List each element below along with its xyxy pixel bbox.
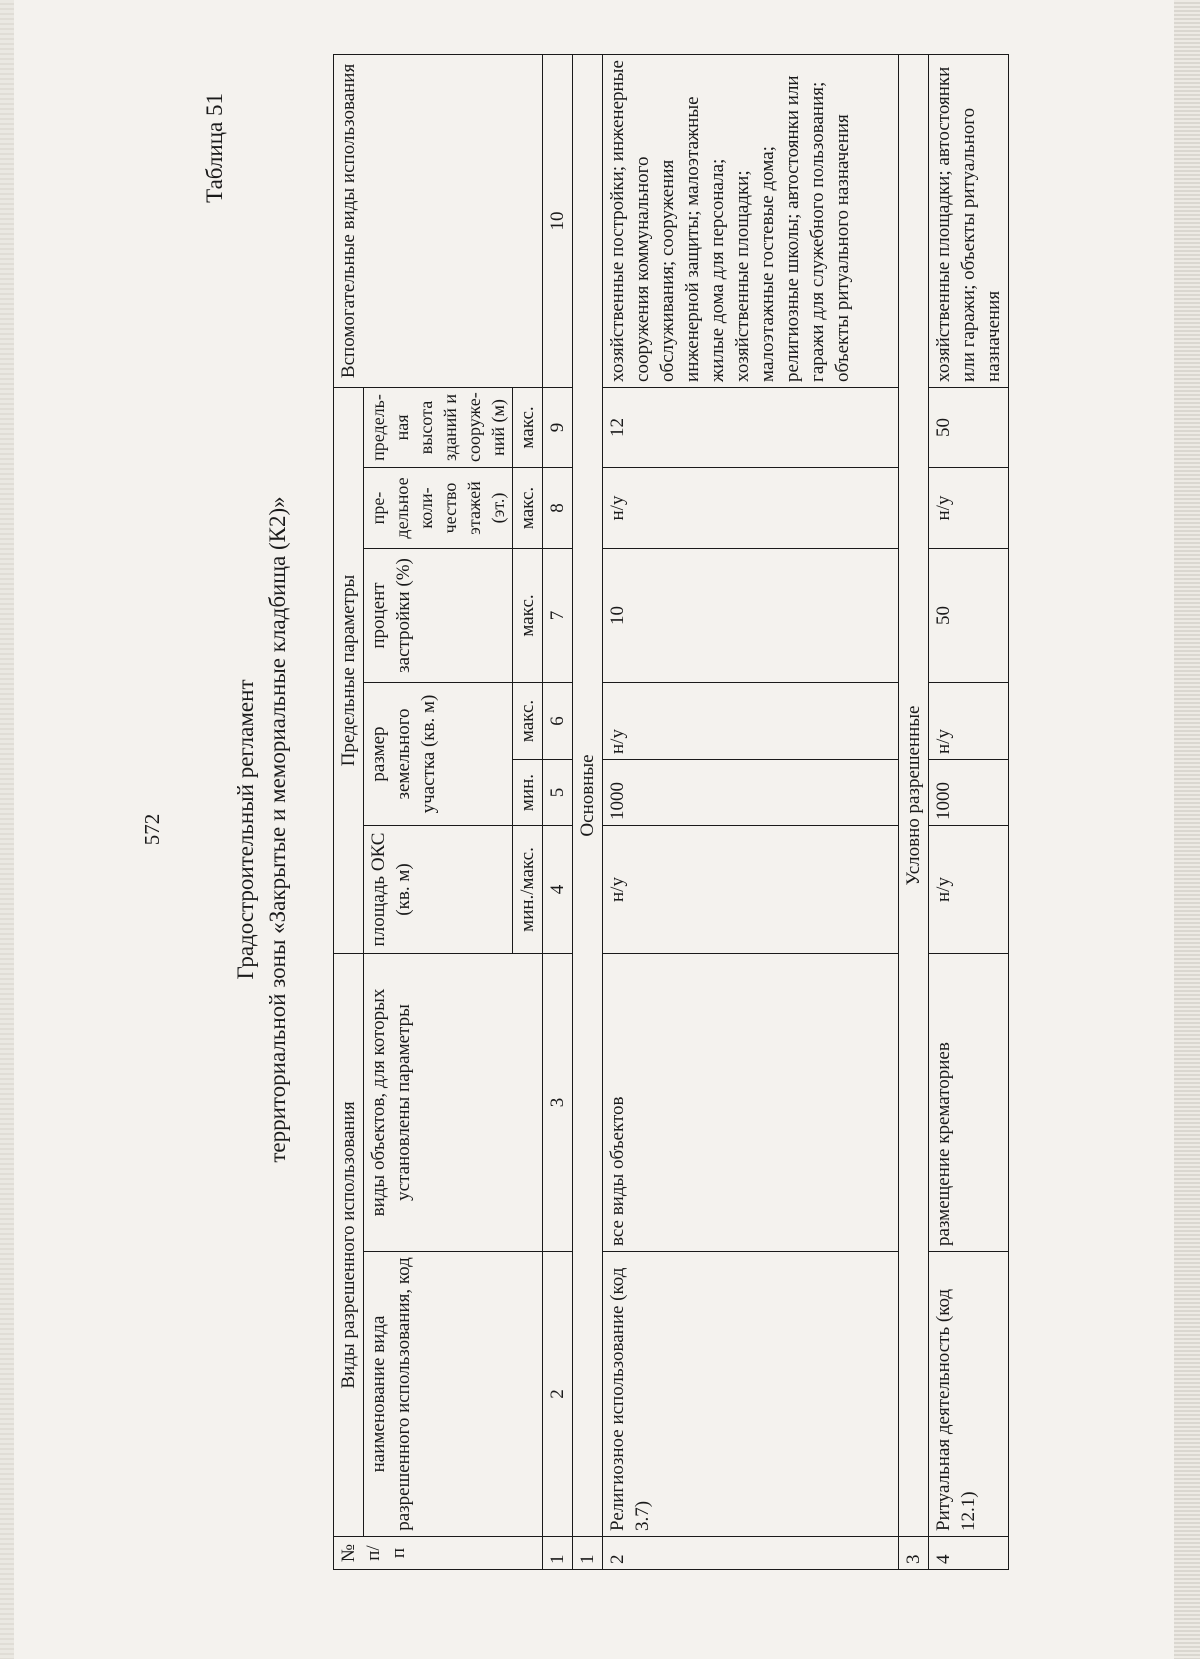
title-line-2: территориальной зоны «Закрытые и мемориальные кладбища (К2)» [265,496,290,1163]
colnum-7: 7 [543,549,573,683]
row-objects: все виды объектов [603,954,899,1252]
row-auxiliary: хозяйственные площадки; автостоянки или гаражи; объекты ритуального назначения [929,54,1009,387]
row-area: н/у [929,826,1009,954]
table-label: Таблица 51 [202,93,227,203]
section-row-conditional [899,54,929,1569]
header-floors: пре- дельное коли- чество этажей (эт.) [364,468,513,549]
colnum-1: 1 [543,1537,573,1570]
header-build-percent: процент застройки (%) [364,549,513,683]
colnum-10: 10 [543,54,573,387]
colnum-9: 9 [543,387,573,467]
header-types-group: Виды разрешенного использования [334,954,364,1537]
row-percent: 10 [603,549,899,683]
row-land-max: н/у [929,683,1009,760]
header-name: наименование вида разрешенного использования, код [364,1252,543,1537]
colnum-5: 5 [543,760,573,826]
row-land-min: 1000 [929,760,1009,826]
column-numbers-row [543,54,573,1569]
table-row [929,54,1009,1569]
document-title [230,0,294,1659]
title-line-1: Градостроительный регламент [233,679,258,980]
header-objects: виды объектов, для которых установлены параметры [364,954,543,1252]
subheader-land-max: макс. [513,683,543,760]
header-auxiliary: Вспомогательные виды использования [334,54,543,387]
row-height: 50 [929,387,1009,467]
section-label: Условно разрешенные [899,54,929,1536]
row-land-min: 1000 [603,760,899,826]
subheader-height: макс. [513,387,543,467]
section-label: Основные [573,54,603,1536]
colnum-2: 2 [543,1252,573,1537]
table-row [603,54,899,1569]
row-land-max: н/у [603,683,899,760]
header-area-oks: площадь ОКС (кв. м) [364,826,513,954]
section-row-main [573,54,603,1569]
colnum-4: 4 [543,826,573,954]
row-floors: н/у [929,468,1009,549]
subheader-percent: макс. [513,549,543,683]
row-num: 2 [603,1537,899,1570]
header-height: предель- ная высота зданий и сооруже- ний (м) [364,387,513,467]
row-objects: размещение крематориев [929,954,1009,1252]
page-number: 572 [140,813,164,846]
section-num: 1 [573,1537,603,1570]
row-name: Ритуальная деятельность (код 12.1) [929,1252,1009,1537]
header-row-1 [334,54,364,1569]
colnum-6: 6 [543,683,573,760]
regulation-table [333,54,1009,1570]
row-auxiliary: хозяйственные постройки; инженерные сооружения коммунального обслуживания; сооружения инженерной защиты; малоэтажные жилые дома для персонала; хозяйственные площадки; малоэтажные гостевые дома; религиозные школы; автостоянки или гаражи для служебного пользования; объекты ритуального назначения [603,54,899,387]
subheader-land-min: мин. [513,760,543,826]
row-percent: 50 [929,549,1009,683]
row-name: Религиозное использование (код 3.7) [603,1252,899,1537]
subheader-area: мин./макс. [513,826,543,954]
header-params-group: Предельные параметры [334,387,364,953]
colnum-8: 8 [543,468,573,549]
section-num: 3 [899,1537,929,1570]
header-num: № п/п [334,1537,543,1570]
row-height: 12 [603,387,899,467]
colnum-3: 3 [543,954,573,1252]
row-floors: н/у [603,468,899,549]
header-land-size: размер земельного участка (кв. м) [364,683,513,826]
subheader-floors: макс. [513,468,543,549]
row-num: 4 [929,1537,1009,1570]
row-area: н/у [603,826,899,954]
